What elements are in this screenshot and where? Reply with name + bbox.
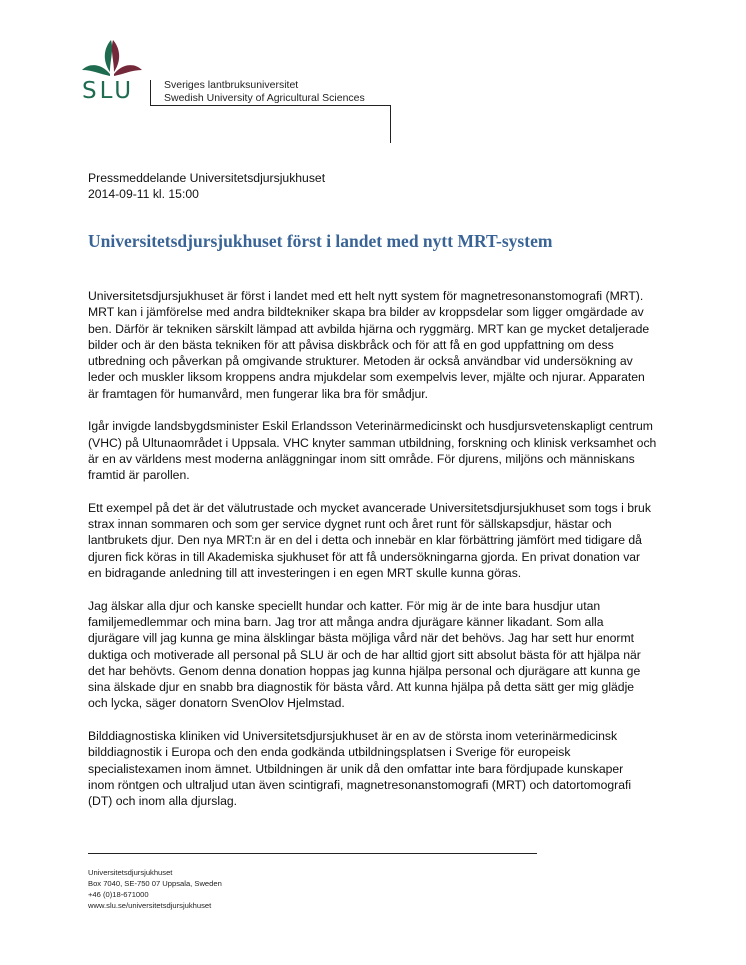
paragraph-line: djuren fick köras in till Akademiska sjukhuset för att få undersökningarna gjorda. En privat donation var [88,549,641,564]
paragraph-line: specialistexamen inom ämnet. Utbildningen är unik då den omfattar inte bara fördjupade kunskaper [88,761,624,776]
footer-address: Box 7040, SE-750 07 Uppsala, Sweden [88,879,222,888]
paragraph-line: bilder och är den bästa tekniken för att påvisa diskbråck och för att få en god uppfattning om dess [88,337,614,352]
paragraph-line: (DT) och inom alla djurslag. [88,794,238,809]
paragraph [88,500,656,581]
paragraph-line: duktiga och motiverade all personal på SLU är och de har alltid gjort sitt absolut bästa för att hjälpa när [88,647,641,662]
paragraph-line: Jag älskar alla djur och kanske speciellt hundar och katter. För mig är de inte bara husdjur utan [88,598,601,613]
press-release-sender: Pressmeddelande Universitetsdjursjukhuset [88,171,326,185]
paragraph-line: Bilddiagnostiska kliniken vid Universitetsdjursjukhuset är en av de största inom veterinärmedicinsk [88,729,618,744]
article-body [88,288,656,826]
header-rule-drop [390,105,391,143]
paragraph-line: är en av världens mest moderna anläggningar inom sitt område. För djurens, miljöns och människans [88,451,635,466]
footer-rule [88,853,537,854]
logo-text: SLU [82,78,135,104]
paragraph-line: leder och muskler liksom kroppens andra mjukdelar som exempelvis lever, mjälte och njurar. Apparaten [88,370,645,385]
paragraph-line: Ett exempel på det är det välutrustade och mycket avancerade Universitetsdjursjukhuset som togs i bruk [88,500,651,515]
paragraph-line: framtid är parollen. [88,468,190,483]
paragraph [88,598,656,712]
paragraph-line: utbredning och påverkan på omgivande strukturer. Metoden är också användbar vid undersökning av [88,354,633,369]
paragraph-line: strax innan sommaren och som ger service dygnet runt och året runt för sällskapsdjur, hästar och [88,517,612,532]
paragraph-line: familjemedlemmar och mina barn. Jag tror att många andra djurägare känner likadant. Som alla [88,614,604,629]
university-name-en: Swedish University of Agricultural Sciences [164,92,365,104]
paragraph-line: ben. Därför är tekniken särskilt lämpad att avbilda hjärna och ryggmärg. MRT kan ge mycket detaljerade [88,321,650,336]
paragraph-line: är framtagen för humanvård, men fungerar lika bra för smådjur. [88,386,429,401]
paragraph-line: en bidragande anledning till att investeringen i en egen MRT skulle kunna göras. [88,566,522,581]
paragraph [88,288,656,402]
paragraph-line: och lycka, säger donatorn SvenOlov Hjelmstad. [88,696,345,711]
paragraph-line: det har behövts. Genom denna donation hoppas jag kunna hjälpa personal och djurägare att kunna ge [88,663,641,678]
paragraph-line: Universitetsdjursjukhuset är först i landet med ett helt nytt system för magnetresonanstomografi (MRT). [88,289,644,303]
footer-phone: +46 (0)18-671000 [88,890,149,899]
footer-url[interactable]: www.slu.se/universitetsdjursjukhuset [88,901,212,910]
paragraph-line: sina älskade djur en snabb bra diagnostik för bästa vård. Att kunna hjälpa på detta sätt ger mig glädje [88,680,635,695]
footer-name: Universitetsdjursjukhuset [88,868,173,877]
paragraph-line: (VHC) på Ultunaområdet i Uppsala. VHC knyter samman utbildning, forskning och klinisk verksamhet och [88,435,657,450]
paragraph-line: Igår invigde landsbygdsminister Eskil Erlandsson Veterinärmedicinskt och husdjursvetenskapligt centrum [88,419,653,434]
press-release-date: 2014-09-11 kl. 15:00 [88,187,199,201]
paragraph-line: MRT kan i jämförelse med andra bildtekniker skapa bra bilder av kroppsdelar som ligger omgärdade av [88,305,644,320]
paragraph-line: djurägare vill jag kunna ge mina älsklingar bästa möjliga vård när det behövs. Jag har sett hur enormt [88,631,635,646]
paragraph-line: bilddiagnostik i Europa och den enda godkända utbildningsplatsen i Sverige för europeisk [88,745,571,760]
paragraph [88,728,656,809]
paragraph [88,418,656,483]
header-divider [150,80,151,105]
slu-leaf-icon [80,38,144,80]
header-rule [150,105,391,106]
university-name-sv: Sveriges lantbruksuniversitet [164,79,299,91]
page-title: Universitetsdjursjukhuset först i landet med nytt MRT-system [88,231,553,251]
paragraph-line: lantbrukets djur. Den nya MRT:n är en del i detta och innebär en klar förbättring jämfört med tidigare då [88,533,642,548]
paragraph-line: inom röntgen och ultraljud utan även scintigrafi, magnetresonanstomografi (MRT) och datortomografi [88,777,632,792]
